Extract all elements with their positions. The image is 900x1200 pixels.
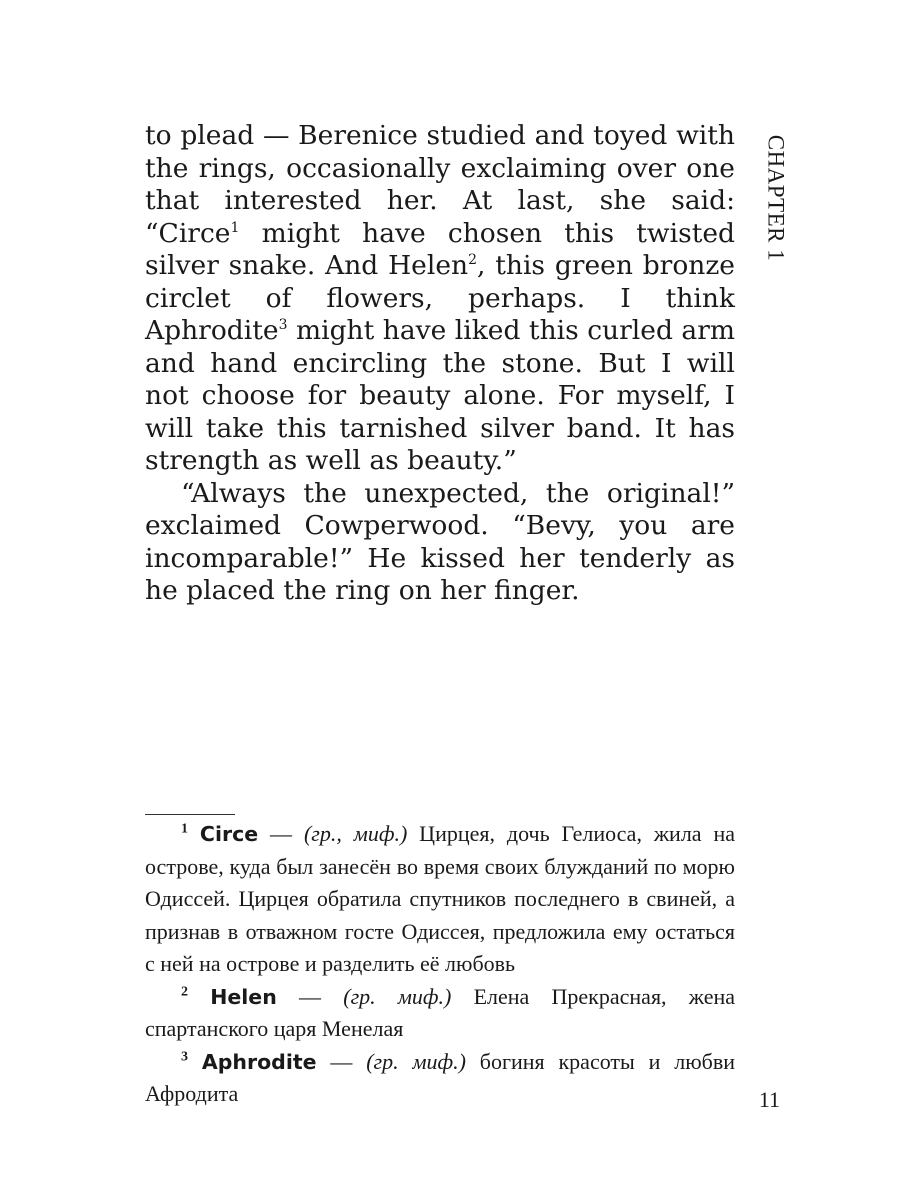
footnote-2: [145, 981, 735, 1046]
footnote-ref-3: 3: [278, 317, 288, 334]
text-segment: might have chosen this twisted silver snake. And Helen: [145, 217, 735, 281]
footnote-1: [145, 818, 735, 981]
footnote-number: 2: [181, 984, 188, 1000]
running-head-text: CHAPTER 1: [763, 134, 789, 261]
footnote-ref-2: 2: [468, 252, 478, 269]
footnote-term: Circe: [199, 822, 259, 846]
footnote-number: 3: [181, 1049, 188, 1065]
footnote-dash: —: [316, 1048, 367, 1074]
footnote-text: богиня красоты и любви Афродита: [145, 1048, 736, 1106]
footnote-term: Helen: [210, 984, 277, 1009]
text-segment: might have liked this curled arm and hand encircling the stone. But I will not choose for beauty alone. For myself, I will take this tarnished silver band. It has strength as well as beauty.”: [145, 315, 735, 476]
footnote-abbr: (гр. миф.): [366, 1048, 466, 1074]
footnote-dash: —: [258, 821, 304, 846]
footnote-dash: —: [276, 983, 344, 1009]
main-text: [145, 120, 735, 608]
paragraph-2: [145, 478, 735, 608]
footnote-rule: [145, 814, 235, 815]
page-number: 11: [758, 1087, 780, 1112]
footnote-abbr: (гр., миф.): [303, 821, 408, 846]
text-segment: to plead — Berenice studied and toyed with the rings, occasionally exclaiming over one that interested her. At last, she said: “Circe: [145, 120, 735, 249]
footnote-3: [145, 1046, 735, 1111]
footnote-term: Aphrodite: [201, 1049, 317, 1074]
footnote-abbr: (гр. миф.): [343, 983, 452, 1009]
text-segment: , this green bronze circlet of flowers, perhaps. I think Aphrodite: [145, 250, 735, 346]
footnote-ref-1: 1: [230, 219, 240, 236]
footnote-number: 1: [181, 821, 188, 837]
footnotes: [145, 818, 735, 1111]
footnote-text: Елена Прекрасная, жена спартанского царя Менелая: [145, 983, 735, 1041]
running-head: [755, 125, 795, 270]
paragraph-1: [145, 120, 735, 478]
footnote-text: Цирцея, дочь Гелиоса, жила на острове, куда был занесён во время своих блужданий по морю Одиссей. Цирцея обратила спутников последнего в свиней, а признав в отважном госте Одиссея, предложила ему остаться с ней на острове и разделить её любовь: [145, 821, 736, 976]
text-segment: “Always the unexpected, the original!” exclaimed Cowperwood. “Bevy, you are incomparable!” He kissed her tenderly as he placed the ring on her finger.: [145, 477, 735, 606]
